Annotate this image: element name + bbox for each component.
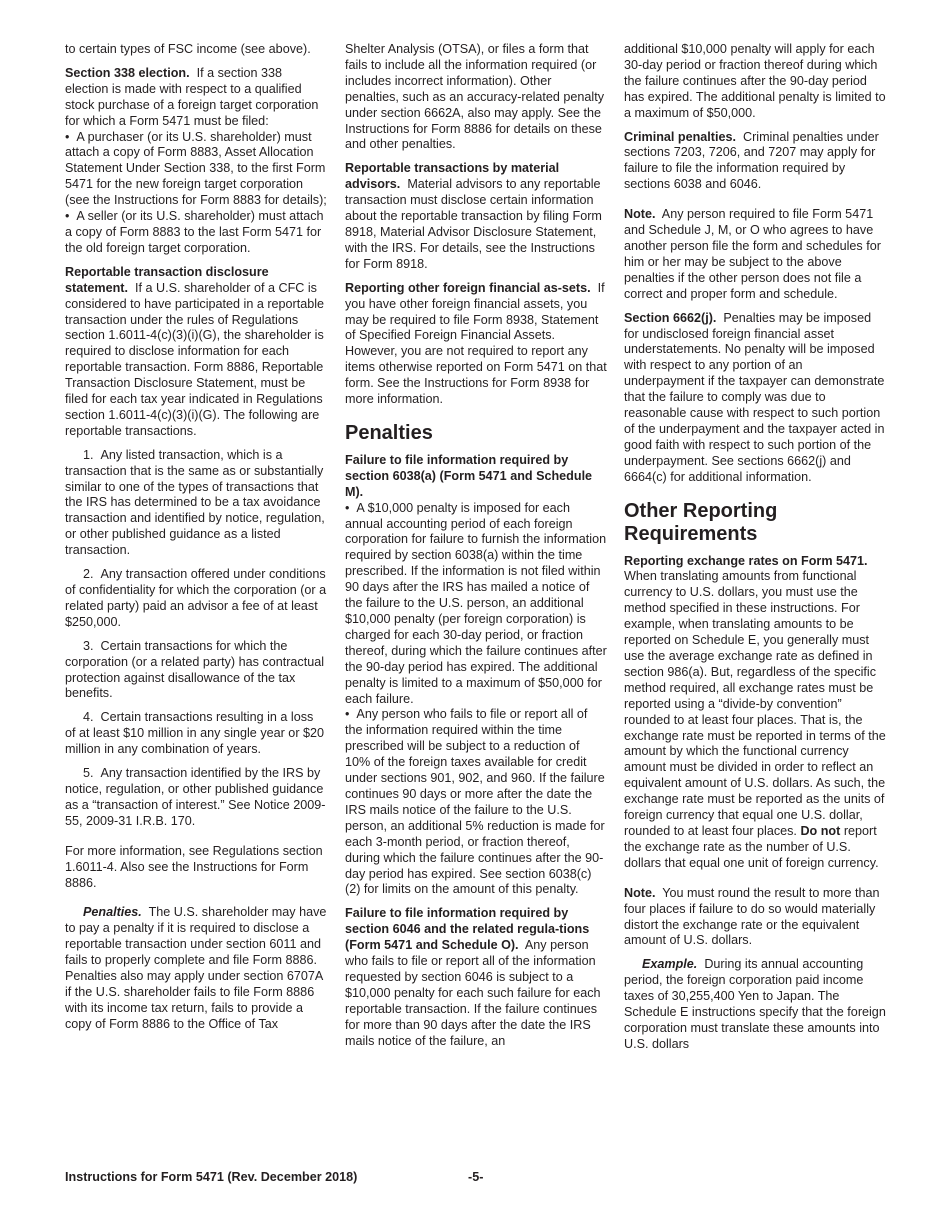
exchange-rates-paragraph: Reporting exchange rates on Form 5471. When translating amounts from functional currency to U.S. dollars, you must use the method specified in these instructions. For example, when translating amounts to be reported on Schedule E, you generally must use the average exchange rate as defined in section 986(a). But, regardless of the specific method required, all exchange rates must be reported using a “divide-by convention” rounded to at least four places. That is, the exchange rate must be reported in terms of the amount by which the functional currency amount must be divided in order to reflect an equivalent amount of U.S. dollars. As such, the exchange rate must be reported as the units of foreign currency that equal one U.S. dollar, rounded to at least four places. Do not report the exchange rate as the number of U.S. dollars that equal one unit of foreign currency. bbox=[624, 553, 886, 870]
numbered-item-2: 2. Any transaction offered under conditions of confidentiality for which the corporation (or a related party) paid an advisor a fee of at least $250,000. bbox=[65, 567, 327, 629]
example-paragraph: Example. During its annual accounting period, the foreign corporation paid income taxes of 30,255,400 Yen to Japan. The Schedule E instructions specify that the foreign corporation must translate these amounts into U.S. dollars bbox=[624, 957, 886, 1051]
note-paragraph: Note. Any person required to file Form 5471 and Schedule J, M, or O who agrees to have another person file the form and schedules for him or her may be subject to the above penalties if the other person does not file a correct and proper form and schedule. bbox=[624, 207, 881, 301]
foreign-assets-heading: Reporting other foreign financial as-sets. bbox=[345, 280, 591, 295]
exchange-rates-heading: Reporting exchange rates on Form 5471. bbox=[624, 553, 868, 568]
note-paragraph: Note. You must round the result to more than four places if failure to do so would materially distort the exchange rate or the equivalent amount of U.S. dollars. bbox=[624, 885, 880, 948]
note-heading: Note. bbox=[624, 885, 656, 900]
other-reporting-title: Other Reporting Requirements bbox=[624, 499, 778, 545]
material-advisors-paragraph: Reportable transactions by material advisors. Material advisors to any reportable transaction must disclose certain information about the reportable transaction by filing Form 8918, Material Advisor Disclosure Statement, with the IRS. For details, see the Instructions for Form 8918. bbox=[345, 161, 602, 271]
bullet-icon: • bbox=[345, 500, 357, 515]
bullet-icon: • bbox=[345, 707, 357, 722]
section-6662j-heading: Section 6662(j). bbox=[624, 310, 717, 325]
paragraph: to certain types of FSC income (see above). bbox=[65, 42, 311, 56]
paragraph: additional $10,000 penalty will apply for each 30-day period or fraction thereof during which the failure continues after the 90-day period has expired. The additional penalty is limited to a maximum of $50,000. bbox=[624, 42, 886, 120]
numbered-item-5: 5. Any transaction identified by the IRS by notice, regulation, or other published guidance as a “transaction of interest.” See Notice 2009-55, 2009-31 I.R.B. 170. bbox=[65, 766, 326, 828]
bullet-icon: • bbox=[65, 129, 77, 144]
column-middle bbox=[345, 42, 607, 1057]
paragraph: Shelter Analysis (OTSA), or files a form that fails to include all the information required (or includes incorrect information). Other penalties, such as an accuracy-related penalty under section 6662A, also may apply. See the Instructions for Form 8886 for details on these and other penalties. bbox=[345, 42, 605, 152]
bullet-item: • A $10,000 penalty is imposed for each annual accounting period of each foreign corporation for failure to furnish the information required by section 6038(a) within the time prescribed. If the information is not filed within 90 days after the IRS has mailed a notice of the failure to the U.S. person, an additional $10,000 penalty (per foreign corporation) is charged for each 30-day period, or fraction thereof, during which the failure continues after the 90-day period has expired. The additional penalty is limited to a maximum of $50,000 for each failure. bbox=[345, 500, 607, 706]
section-6038-heading: Failure to file information required by section 6038(a) (Form 5471 and Schedule M). bbox=[345, 452, 593, 499]
section-338-heading: Section 338 election. bbox=[65, 65, 190, 80]
numbered-item-4: 4. Certain transactions resulting in a loss of at least $10 million in any single year or $20 million in any combination of years. bbox=[65, 710, 325, 757]
do-not-emphasis: Do not bbox=[800, 823, 841, 838]
reportable-transaction-paragraph: Reportable transaction disclosure statement. If a U.S. shareholder of a CFC is considered to have participated in a reportable transaction under the rules of Regulations section 1.6011-4(c)(3)(i)(G), the shareholder is required to disclose information for each reportable transaction. Form 8886, Reportable Transaction Disclosure Statement, must be filed for each tax year indicated in Regulations section 1.6011-4(c)(3)(i)(G). The following are reportable transactions. bbox=[65, 264, 325, 438]
bullet-item: • Any person who fails to file or report all of the information required within the time prescribed will be subject to a reduction of 10% of the foreign taxes available for credit under sections 901, 902, and 960. If the failure continues 90 days or more after the date the IRS mails notice of the failure to the U.S. person, an additional 5% reduction is made for each 3-month period, or fraction thereof, during which the failure continues after the 90-day period has expired. See section 6038(c) (2) for limits on the amount of this penalty. bbox=[345, 707, 605, 897]
bullet-icon: • bbox=[65, 209, 77, 224]
reportable-transaction-heading: Reportable transaction disclosure statement. bbox=[65, 264, 269, 295]
foreign-assets-paragraph: Reporting other foreign financial as-sets. If you have other foreign financial assets, you may be required to file Form 8938, Statement of Specified Foreign Financial Assets. However, you are not required to report any items otherwise reported on Form 5471 on that form. See the Instructions for Form 8938 for more information. bbox=[345, 280, 607, 407]
penalties-heading: Penalties. bbox=[83, 905, 142, 920]
column-right bbox=[624, 42, 886, 1061]
example-heading: Example. bbox=[642, 957, 698, 972]
section-6662j-paragraph: Section 6662(j). Penalties may be imposed for undisclosed foreign financial asset understatements. No penalty will be imposed with respect to any portion of an underpayment if the taxpayer can demonstrate that the failure to comply was due to reasonable cause with respect to such portion of the underpayment and the taxpayer acted in good faith with respect to such portion of the underpayment. See sections 6662(j) and 6664(c) for additional information. bbox=[624, 310, 885, 484]
section-338-paragraph bbox=[65, 66, 327, 130]
numbered-item-1: 1. Any listed transaction, which is a transaction that is the same as or substantially similar to one of the types of transactions that the IRS has determined to be a tax avoidance transaction and identified by notice, regulation, or other published guidance as a listed transaction. bbox=[65, 447, 325, 558]
criminal-penalties-paragraph: Criminal penalties. Criminal penalties under sections 7203, 7206, and 7207 may apply for failure to file the information required by sections 6038 and 6046. bbox=[624, 129, 879, 192]
material-advisors-heading: Reportable transactions by material advisors. bbox=[345, 161, 560, 192]
page-number: -5- bbox=[468, 1170, 484, 1184]
penalties-title: Penalties bbox=[345, 421, 433, 444]
footer-title: Instructions for Form 5471 (Rev. December 2018) bbox=[65, 1170, 358, 1184]
bullet-item: • A seller (or its U.S. shareholder) must attach a copy of Form 8883 to the last Form 5471 for the old foreign target corporation. bbox=[65, 209, 324, 255]
section-6046-paragraph: Failure to file information required by section 6046 and the related regula-tions (Form 5471 and Schedule O). Any person who fails to file or report all of the information requested by section 6046 is subject to a $10,000 penalty for each such failure for each reportable transaction. If the failure continues for more than 90 days after the date the IRS mails notice of the failure, an bbox=[345, 906, 601, 1048]
penalties-paragraph: Penalties. The U.S. shareholder may have to pay a penalty if it is required to disclose a reportable transaction under section 6011 and fails to properly complete and file Form 8886. Penalties also may apply under section 6707A if the U.S. shareholder fails to file Form 8886 with its income tax return, fails to provide a copy of Form 8886 to the Office of Tax bbox=[65, 905, 327, 1031]
more-info-paragraph: For more information, see Regulations section 1.6011-4. Also see the Instructions for Form 8886. bbox=[65, 843, 323, 890]
note-heading: Note. bbox=[624, 207, 656, 222]
column-left bbox=[65, 42, 327, 1041]
section-338-text: If a section 338 election is made with respect to a qualified stock purchase of a foreign target corporation for which a Form 5471 must be filed: bbox=[65, 65, 319, 128]
bullet-item: • A purchaser (or its U.S. shareholder) must attach a copy of Form 8883, Asset Allocation Statement Under Section 338, to the first Form 5471 for the new foreign target corporation (see the Instructions for Form 8883 for details); bbox=[65, 129, 327, 208]
criminal-penalties-heading: Criminal penalties. bbox=[624, 129, 736, 144]
numbered-item-3: 3. Certain transactions for which the corporation (or a related party) has contractual protection against disallowance of the tax benefits. bbox=[65, 638, 325, 701]
section-6046-heading: Failure to file information required by section 6046 and the related regula-tions (Form 5471 and Schedule O). bbox=[345, 906, 590, 953]
